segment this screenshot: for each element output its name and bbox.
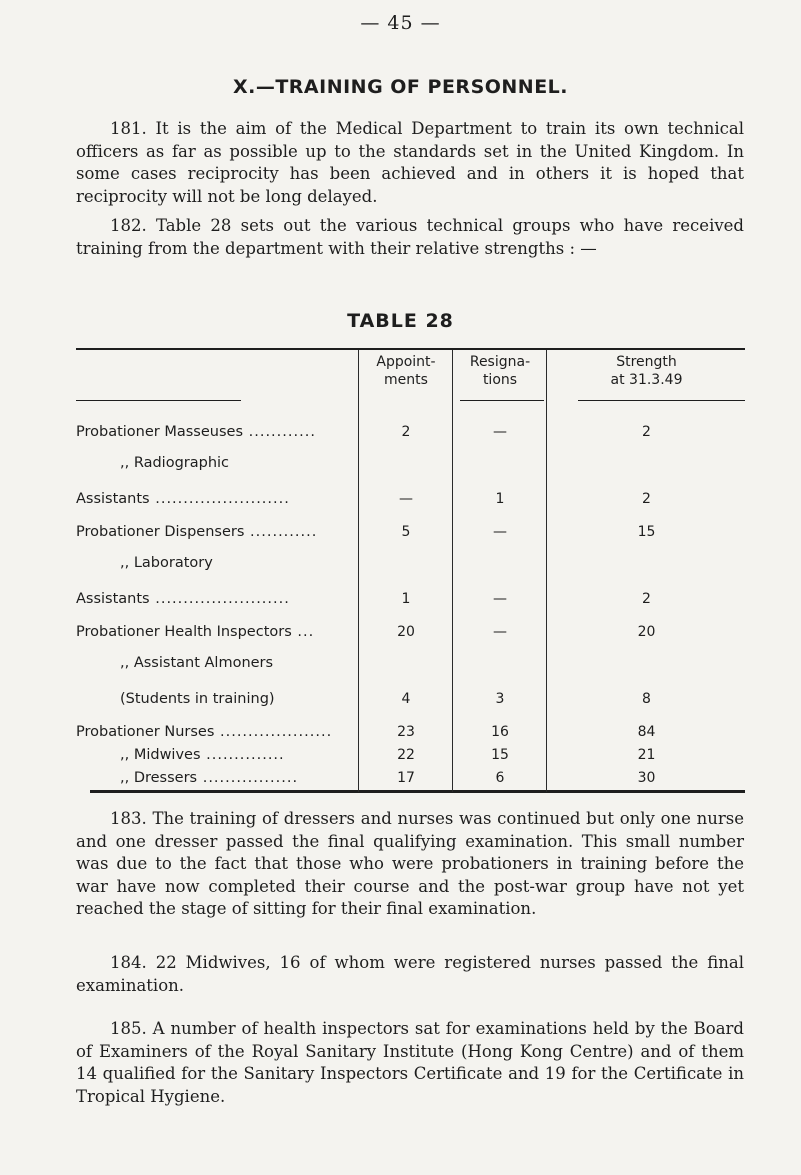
row-label-text: Probationer Dispensers [76,524,245,540]
table-row-label-line1: ,, Laboratory [120,555,213,571]
column-header-appointments-line2: ments [384,372,428,388]
cell-strength: 2 [642,491,651,507]
paragraph-185: 185. A number of health inspectors sat for examinations held by the Board of Examiners of the Royal Sanitary Institute (Hong Kong Centre) and of them 14 qualified for the Sanitary Inspectors Certificate and 19 for the Certificate in Tropical Hygiene. [76,1019,744,1106]
cell-appointments: 1 [401,591,411,607]
table-top-rule [76,348,745,350]
column-header-strength [548,353,745,389]
cell-resignations: — [493,524,507,540]
header-underline-stub [76,400,241,401]
row-label-text: (Students in training) [120,691,275,707]
cell-appointments: 5 [401,524,411,540]
table-row-label-line1: ,, Assistant Almoners [120,655,274,671]
table-row-label [76,724,332,740]
cell-resignations: 1 [495,491,505,507]
cell-resignations: 15 [491,747,509,763]
header-underline-resignations [460,400,544,401]
cell-resignations: 3 [495,691,505,707]
table-row-label-line1: ,, Radiographic [120,455,230,471]
header-underline-strength [578,400,745,401]
cell-resignations: — [493,591,507,607]
table-row-label [76,591,290,607]
column-header-resignations-line2: tions [482,372,518,388]
cell-appointments: 4 [401,691,411,707]
cell-resignations: 6 [495,770,505,786]
cell-appointments: 22 [397,747,415,763]
row-label-text: Probationer Health Inspectors [76,624,292,640]
column-header-strength-line1: Strength [616,354,677,370]
cell-appointments: 2 [401,424,411,440]
cell-strength: 8 [642,691,651,707]
table-bottom-rule [90,790,745,793]
column-header-strength-line2: at 31.3.49 [610,372,683,388]
column-divider-2 [452,350,453,792]
cell-strength: 20 [637,624,656,640]
cell-appointments: — [399,491,413,507]
cell-strength: 21 [637,747,656,763]
row-label-text: ,, Midwives [120,747,201,763]
row-label-text: Probationer Masseuses [76,424,244,440]
row-label-text: Probationer Nurses [76,724,215,740]
cell-resignations: — [493,424,507,440]
column-header-resignations [454,353,546,389]
column-divider-3 [546,350,547,792]
leader-dots: .................... [214,724,333,740]
table-title: TABLE 28 [347,310,454,332]
column-header-appointments [360,353,452,389]
table-row-label [120,691,275,707]
cell-appointments: 17 [397,770,415,786]
column-divider-1 [358,350,359,792]
table-row-label [120,747,285,763]
column-header-resignations-line1: Resigna- [469,354,531,370]
cell-strength: 2 [642,591,651,607]
paragraph-184: 184. 22 Midwives, 16 of whom were registered nurses passed the final examination. [76,953,744,995]
leader-dots: ........................ [149,491,290,507]
cell-appointments: 23 [397,724,415,740]
paragraph-183: 183. The training of dressers and nurses was continued but only one nurse and one dresser passed the final qualifying examination. This small number was due to the fact that those who were probationers in training before the war have now completed their course and the post-war group have not yet reached the stage of sitting for their final examination. [76,809,744,918]
paragraph-181: 181. It is the aim of the Medical Department to train its own technical officers as far as possible up to the standards set in the United Kingdom. In some cases reciprocity has been achieved and in others it is hoped that reciprocity will not be long delayed. [76,119,744,206]
leader-dots: ............ [244,524,318,540]
leader-dots: .............. [200,747,285,763]
page-number: — 45 — [360,12,441,34]
table-row-label [76,491,290,507]
leader-dots: ............ [243,424,316,440]
row-label-text: ,, Dressers [120,770,198,786]
cell-resignations: — [493,624,507,640]
cell-strength: 15 [637,524,656,540]
leader-dots: ........................ [149,591,290,607]
row-label-text: Assistants [76,491,150,507]
cell-resignations: 16 [491,724,509,740]
row-label-text: Assistants [76,591,150,607]
cell-strength: 2 [642,424,651,440]
cell-appointments: 20 [397,624,415,640]
table-row-label [76,524,317,540]
table-row-label [120,770,298,786]
cell-strength: 84 [637,724,656,740]
table-row-label [76,424,316,440]
column-header-appointments-line1: Appoint- [376,354,436,370]
cell-strength: 30 [637,770,656,786]
leader-dots: ................. [197,770,299,786]
leader-dots: ... [291,624,315,640]
table-row-label [76,624,314,640]
paragraph-182: 182. Table 28 sets out the various technical groups who have received training from the department with their relative strengths : — [76,216,744,258]
section-heading: X.—TRAINING OF PERSONNEL. [232,76,569,98]
